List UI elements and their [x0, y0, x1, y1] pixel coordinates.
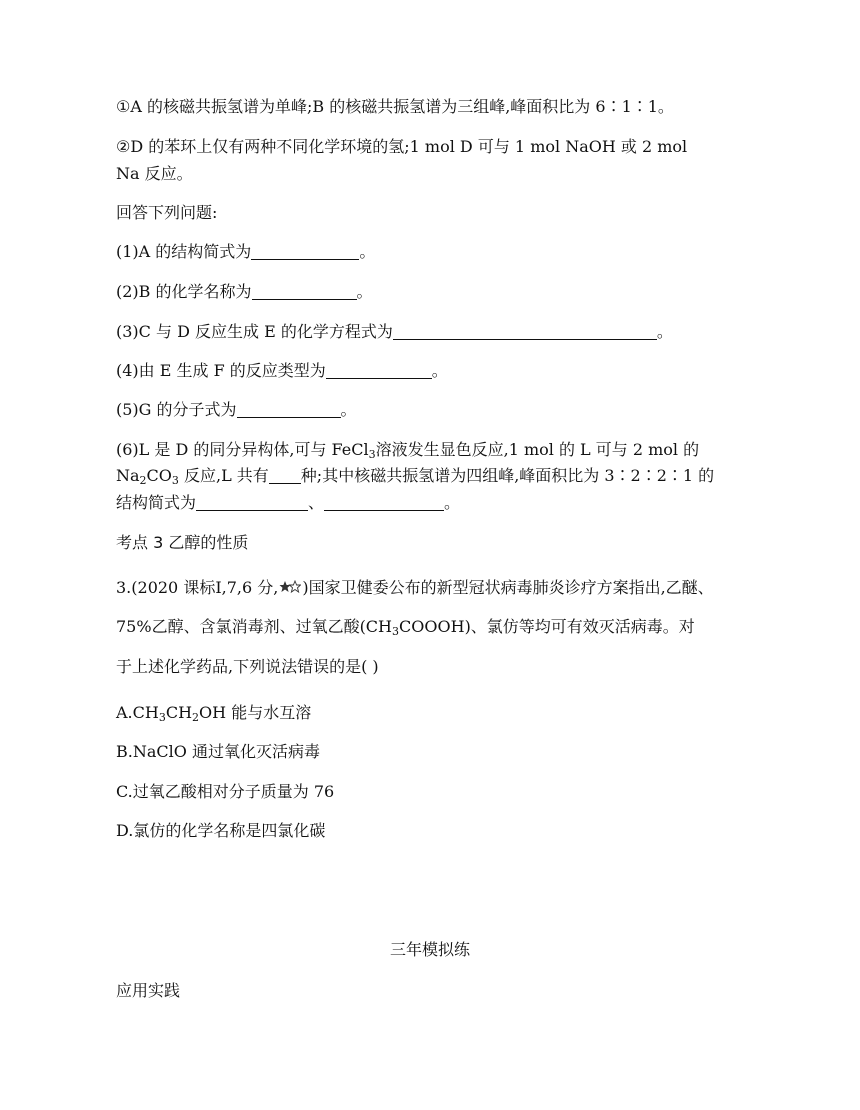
section-subtitle: 应用实践 — [116, 981, 181, 1000]
answer-blank-1[interactable] — [251, 242, 359, 260]
answer-blank-5[interactable] — [237, 400, 341, 418]
option-a[interactable] — [116, 703, 311, 723]
question-2-end: 。 — [356, 282, 373, 301]
answer-blank-3[interactable] — [393, 322, 657, 340]
question-2020-line-1 — [116, 578, 714, 598]
question-6-text-g: 结构简式为 — [116, 493, 197, 512]
question-6-text-d: CO — [146, 466, 172, 485]
question-2020-source: 3.(2020 课标Ⅰ,7,6 分, — [116, 578, 279, 597]
question-6-line-3 — [116, 493, 460, 513]
question-5-end: 。 — [340, 400, 357, 419]
subscript: 3 — [171, 474, 179, 487]
question-2020-text: )国家卫健委公布的新型冠状病毒肺炎诊疗方案指出,乙醚、 — [302, 578, 714, 597]
subscript: 3 — [368, 448, 376, 461]
question-5 — [116, 400, 357, 420]
section-title: 三年模拟练 — [389, 940, 470, 959]
option-a-text-2: CH — [165, 703, 193, 722]
subscript: 2 — [139, 474, 147, 487]
answer-blank-4[interactable] — [326, 361, 432, 379]
question-1-text: (1)A 的结构简式为 — [116, 242, 252, 261]
question-3 — [116, 322, 673, 342]
question-2020-text-3: COOOH)、氯仿等均可有效灭活病毒。对 — [399, 617, 695, 636]
subscript: 3 — [158, 711, 166, 724]
question-6-text-c: Na — [116, 466, 140, 485]
question-2020-line-3: 于上述化学药品,下列说法错误的是( ) — [116, 657, 379, 676]
section-heading: 考点 3 乙醇的性质 — [116, 533, 249, 552]
question-1 — [116, 242, 375, 262]
option-b[interactable]: B.NaClO 通过氧化灭活病毒 — [116, 742, 320, 761]
question-5-text: (5)G 的分子式为 — [116, 400, 237, 419]
separator: 、 — [308, 493, 325, 512]
question-2 — [116, 282, 373, 302]
answer-blank-6a[interactable] — [269, 466, 301, 484]
option-d[interactable]: D.氯仿的化学名称是四氯化碳 — [116, 821, 326, 840]
question-4-text: (4)由 E 生成 F 的反应类型为 — [116, 361, 326, 380]
question-3-text: (3)C 与 D 反应生成 E 的化学方程式为 — [116, 322, 393, 341]
question-2-text: (2)B 的化学名称为 — [116, 282, 252, 301]
question-1-end: 。 — [359, 242, 376, 261]
question-4 — [116, 361, 448, 381]
condition-2-line-2: Na 反应。 — [116, 164, 193, 183]
star-icon — [279, 580, 301, 594]
condition-1: ①A 的核磁共振氢谱为单峰;B 的核磁共振氢谱为三组峰,峰面积比为 6∶1∶1。 — [116, 97, 674, 116]
question-4-end: 。 — [431, 361, 448, 380]
question-6-text-b: 溶液发生显色反应,1 mol 的 L 可与 2 mol 的 — [375, 440, 700, 459]
question-2020-text-2: 75%乙醇、含氯消毒剂、过氧乙酸(CH — [116, 617, 393, 636]
question-6-line-1 — [116, 440, 699, 460]
question-6-text-f: 种;其中核磁共振氢谱为四组峰,峰面积比为 3∶2∶2∶1 的 — [300, 466, 715, 485]
question-2020-line-2 — [116, 617, 695, 637]
option-a-text: A.CH — [116, 703, 159, 722]
subscript: 2 — [192, 711, 200, 724]
condition-2-line-1: ②D 的苯环上仅有两种不同化学环境的氢;1 mol D 可与 1 mol NaOH 或 2 mol — [116, 137, 688, 156]
prompt: 回答下列问题: — [116, 203, 218, 222]
question-6-text-a: (6)L 是 D 的同分异构体,可与 FeCl — [116, 440, 369, 459]
question-3-end: 。 — [656, 322, 673, 341]
answer-blank-6b[interactable] — [196, 493, 308, 511]
answer-blank-2[interactable] — [252, 282, 357, 300]
subscript: 3 — [392, 625, 400, 638]
option-a-text-3: OH 能与水互溶 — [199, 703, 312, 722]
question-6-line-2 — [116, 466, 714, 486]
question-6-end: 。 — [444, 493, 461, 512]
option-c[interactable]: C.过氧乙酸相对分子质量为 76 — [116, 782, 335, 801]
answer-blank-6c[interactable] — [324, 493, 444, 511]
question-6-text-e: 反应,L 共有 — [178, 466, 269, 485]
